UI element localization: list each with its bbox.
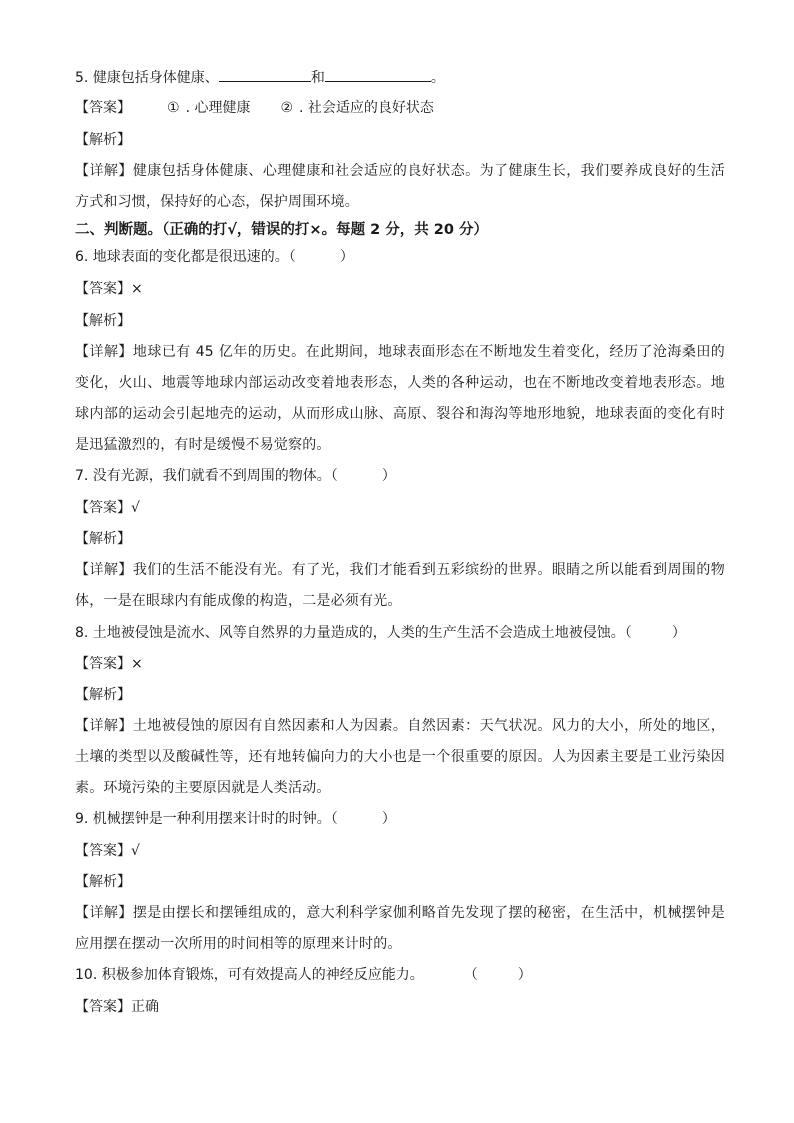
- fill-blank-2: [325, 66, 431, 82]
- answer-value: √: [131, 843, 140, 859]
- detail-5: [75, 156, 725, 218]
- answer-7: [75, 498, 725, 518]
- question-6: [75, 247, 725, 267]
- answer-value: ×: [131, 281, 143, 297]
- answer-value-1: . 心理健康: [185, 100, 251, 116]
- question-text: 10. 积极参加体育锻炼，可有效提高人的神经反应能力。: [75, 967, 424, 983]
- detail-text: 土地被侵蚀的原因有自然因素和人为因素。自然因素：天气状况。风力的大小，所处的地区，土壤的类型以及酸碱性等，还有地转偏向力的大小也是一个很重要的原因。人为因素主要是工业污染因素。环境污染的主要原因就是人类活动。: [75, 718, 725, 796]
- analysis-5: [75, 130, 725, 150]
- detail-tag: 【详解】: [75, 163, 133, 179]
- question-paren-close: ）: [671, 625, 686, 641]
- question-text: 健康包括身体健康、: [92, 70, 219, 86]
- question-text-end: 。: [430, 70, 445, 86]
- answer-value-2: . 社会适应的良好状态: [299, 100, 434, 116]
- analysis-tag: 【解析】: [75, 531, 131, 547]
- answer-tag: 【答案】: [75, 100, 131, 116]
- detail-8: [75, 711, 725, 804]
- answer-tag: 【答案】: [75, 999, 131, 1015]
- detail-9: [75, 898, 725, 960]
- detail-text: 地球已有 45 亿年的历史。在此期间，地球表面形态在不断地发生着变化，经历了沧海桑田的变化，火山、地震等地球内部运动改变着地表形态，人类的各种运动，也在不断地改变着地表形态。地球内部的运动会引起地壳的运动，从而形成山脉、高原、裂谷和海沟等地形地貌，地球表面的变化有时是迅猛激烈的，有时是缓慢不易觉察的。: [75, 344, 725, 453]
- answer-tag: 【答案】: [75, 656, 131, 672]
- analysis-8: [75, 685, 725, 705]
- analysis-7: [75, 529, 725, 549]
- answer-9: [75, 841, 725, 861]
- answer-8: [75, 654, 725, 674]
- answer-tag: 【答案】: [75, 500, 131, 516]
- answer-value: ×: [131, 656, 143, 672]
- analysis-tag: 【解析】: [75, 874, 131, 890]
- answer-value: 正确: [131, 999, 159, 1015]
- question-5: [75, 66, 725, 88]
- analysis-tag: 【解析】: [75, 687, 131, 703]
- detail-tag: 【详解】: [75, 718, 133, 734]
- answer-tag: 【答案】: [75, 281, 131, 297]
- question-paren-close: ）: [517, 967, 532, 983]
- detail-text: 摆是由摆长和摆锤组成的，意大利科学家伽利略首先发现了摆的秘密，在生活中，机械摆钟是应用摆在摆动一次所用的时间相等的原理来计时的。: [75, 905, 725, 952]
- question-text: 9. 机械摆钟是一种利用摆来计时的时钟。（: [75, 811, 338, 827]
- question-text: 7. 没有光源，我们就看不到周围的物体。（: [75, 468, 338, 484]
- question-number: 5.: [75, 70, 89, 86]
- detail-tag: 【详解】: [75, 344, 133, 360]
- detail-7: [75, 555, 725, 617]
- answer-6: [75, 279, 725, 299]
- analysis-9: [75, 872, 725, 892]
- detail-tag: 【详解】: [75, 905, 133, 921]
- question-paren-close: ）: [381, 468, 396, 484]
- section-heading: 二、判断题。（正确的打√，错误的打×。每题 2 分，共 20 分）: [75, 222, 489, 238]
- question-7: [75, 466, 725, 486]
- fill-blank-1: [219, 66, 311, 82]
- analysis-tag: 【解析】: [75, 132, 131, 148]
- answer-marker-1: ①: [167, 100, 180, 116]
- answer-value: √: [131, 500, 140, 516]
- analysis-tag: 【解析】: [75, 313, 131, 329]
- answer-5: [75, 98, 725, 118]
- detail-text: 健康包括身体健康、心理健康和社会适应的良好状态。为了健康生长，我们要养成良好的生活方式和习惯，保持好的心态，保护周围环境。: [75, 163, 725, 210]
- question-10: [75, 965, 725, 985]
- question-text: 8. 土地被侵蚀是流水、风等自然界的力量造成的，人类的生产生活不会造成土地被侵蚀。（: [75, 625, 632, 641]
- question-9: [75, 809, 725, 829]
- question-text: 6. 地球表面的变化都是很迅速的。（: [75, 249, 296, 265]
- answer-marker-2: ②: [280, 100, 294, 116]
- question-paren-close: ）: [381, 811, 396, 827]
- question-text-and: 和: [310, 70, 325, 86]
- detail-tag: 【详解】: [75, 562, 133, 578]
- analysis-6: [75, 311, 725, 331]
- question-paren-open: （: [463, 967, 478, 983]
- answer-tag: 【答案】: [75, 843, 131, 859]
- detail-text: 我们的生活不能没有光。有了光，我们才能看到五彩缤纷的世界。眼睛之所以能看到周围的物体，一是在眼球内有能成像的构造，二是必须有光。: [75, 562, 725, 609]
- detail-6: [75, 337, 725, 461]
- question-8: [75, 623, 725, 643]
- answer-10: [75, 997, 725, 1017]
- question-paren-close: ）: [339, 249, 354, 265]
